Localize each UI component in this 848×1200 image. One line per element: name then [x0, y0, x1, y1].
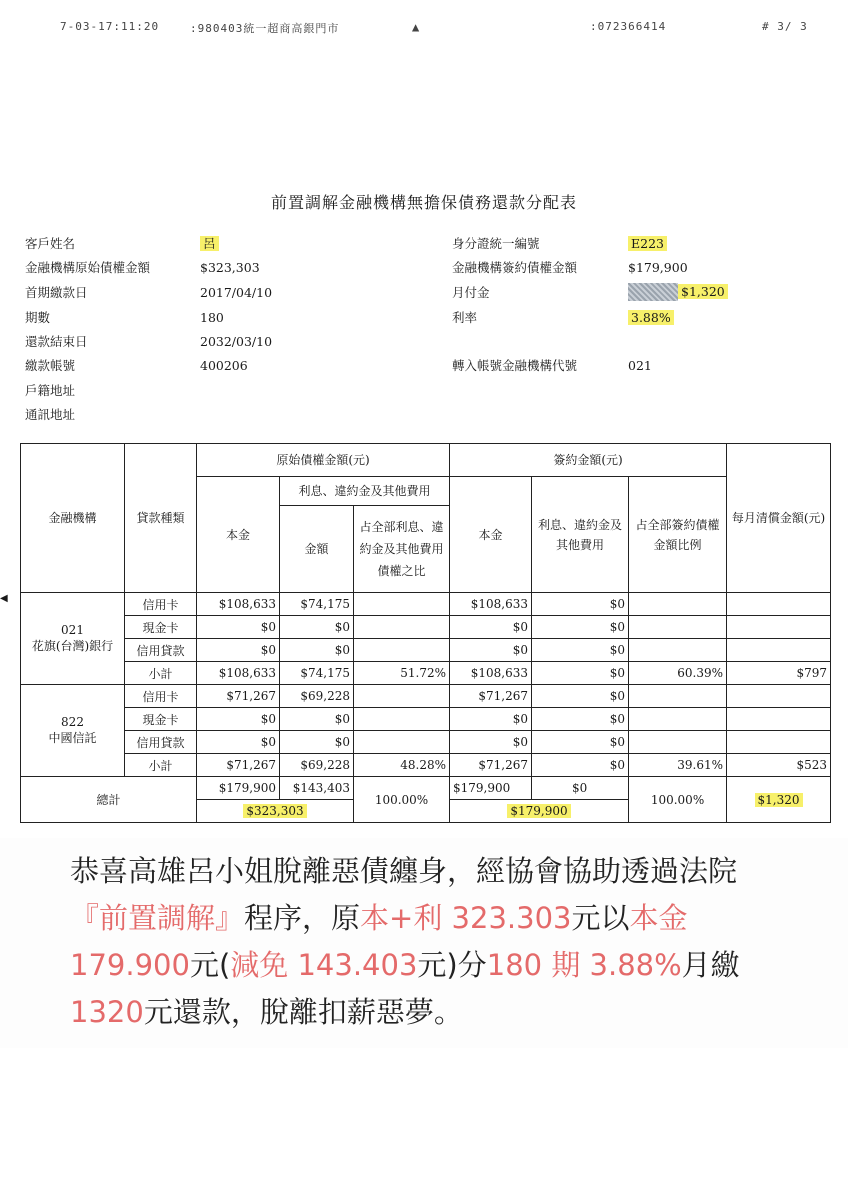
header-principal: 本金: [197, 477, 280, 593]
cell-i: $0: [280, 616, 354, 639]
header-original: 原始債權金額(元): [197, 444, 450, 477]
cell-p: $71,267: [197, 754, 280, 777]
header-ratio-original: 占全部利息、違約金及其他費用債權之比: [354, 506, 450, 593]
cell-i: $0: [280, 639, 354, 662]
cell-cr: [629, 639, 727, 662]
cell-ci: $0: [532, 731, 629, 754]
total-contract-ratio: 100.00%: [629, 777, 727, 823]
household-address-label: 戶籍地址: [25, 383, 76, 398]
end-date-label: 還款結束日: [25, 334, 88, 349]
total-label: 總計: [21, 777, 197, 823]
cell-i: $0: [280, 708, 354, 731]
cell-type: 現金卡: [125, 708, 197, 731]
mailing-address-label: 通訊地址: [25, 407, 76, 422]
fax-number: :072366414: [590, 20, 667, 33]
cell-r: [354, 708, 450, 731]
total-monthly: $1,320: [755, 793, 803, 807]
cell-cp: $0: [450, 731, 532, 754]
cell-i: $69,228: [280, 685, 354, 708]
total-interest: $143,403: [280, 777, 354, 800]
total-ratio: 100.00%: [354, 777, 450, 823]
cell-type: 信用貸款: [125, 639, 197, 662]
cell-r: [354, 639, 450, 662]
fax-timestamp: 7-03-17:11:20: [60, 20, 160, 33]
cell-i: $0: [280, 731, 354, 754]
cell-i: $74,175: [280, 662, 354, 685]
total-contract-principal: $179,900: [450, 777, 532, 800]
original-amount: $323,303: [200, 260, 260, 275]
cell-p: $0: [197, 639, 280, 662]
account-label: 繳款帳號: [25, 358, 76, 373]
cell-type: 信用卡: [125, 685, 197, 708]
cell-cp: $71,267: [450, 754, 532, 777]
cell-cr: [629, 708, 727, 731]
cell-p: $108,633: [197, 662, 280, 685]
header-loan-type: 貸款種類: [125, 444, 197, 593]
cell-r: [354, 731, 450, 754]
contract-amount: $179,900: [628, 260, 688, 275]
fax-page: # 3/ 3: [762, 20, 808, 33]
cell-cp: $108,633: [450, 662, 532, 685]
table-row: [21, 593, 831, 616]
cell-cr: [629, 731, 727, 754]
total-principal: $179,900: [197, 777, 280, 800]
cell-m: [727, 685, 831, 708]
cell-type: 小計: [125, 754, 197, 777]
cell-cp: $0: [450, 708, 532, 731]
first-payment-label: 首期繳款日: [25, 285, 88, 300]
cell-r: 48.28%: [354, 754, 450, 777]
cell-type: 信用貸款: [125, 731, 197, 754]
table-row: [21, 685, 831, 708]
end-date: 2032/03/10: [200, 334, 273, 349]
table-row: [21, 754, 831, 777]
cell-ci: $0: [532, 708, 629, 731]
cell-cp: $0: [450, 616, 532, 639]
cell-i: $74,175: [280, 593, 354, 616]
header-contract: 簽約金額(元): [450, 444, 727, 477]
original-amount-label: 金融機構原始債權金額: [25, 260, 151, 275]
cell-type: 信用卡: [125, 593, 197, 616]
cell-m: [727, 616, 831, 639]
cell-r: [354, 616, 450, 639]
cell-cp: $0: [450, 639, 532, 662]
cell-cr: [629, 593, 727, 616]
fax-sender: :980403統一超商高銀門市: [190, 22, 340, 35]
cell-p: $0: [197, 708, 280, 731]
bank-code: 021: [628, 358, 652, 373]
document-title: 前置調解金融機構無擔保債務還款分配表: [270, 193, 577, 212]
total-contract-interest: $0: [532, 777, 629, 800]
header-amount: 金額: [280, 506, 354, 593]
id-label: 身分證統一編號: [452, 236, 540, 251]
cell-r: [354, 685, 450, 708]
header-contract-interest: 利息、違約金及其他費用: [532, 477, 629, 593]
id-number: E223: [628, 236, 667, 251]
institution-cell: 021 花旗(台灣)銀行: [21, 593, 125, 685]
cell-r: 51.72%: [354, 662, 450, 685]
cell-m: [727, 731, 831, 754]
cell-m: [727, 639, 831, 662]
bank-code-label: 轉入帳號金融機構代號: [452, 358, 578, 373]
cell-cr: [629, 616, 727, 639]
allocation-table: [20, 443, 831, 823]
cell-ci: $0: [532, 616, 629, 639]
cell-p: $0: [197, 616, 280, 639]
customer-name-label: 客戶姓名: [25, 236, 76, 251]
header-contract-principal: 本金: [450, 477, 532, 593]
table-row: [21, 708, 831, 731]
redacted-block: [628, 283, 678, 301]
header-interest-group: 利息、違約金及其他費用: [280, 477, 450, 506]
cell-m: $797: [727, 662, 831, 685]
cell-p: $108,633: [197, 593, 280, 616]
cell-cp: $71,267: [450, 685, 532, 708]
contract-amount-label: 金融機構簽約債權金額: [452, 260, 578, 275]
left-arrow-icon: ◀: [0, 593, 8, 604]
cell-ci: $0: [532, 662, 629, 685]
monthly-amount: $1,320: [678, 284, 728, 299]
table-row: [21, 639, 831, 662]
header-institution: 金融機構: [21, 444, 125, 593]
table-row: [21, 662, 831, 685]
total-original-sum: $323,303: [243, 804, 306, 818]
total-contract-sum: $179,900: [507, 804, 570, 818]
cell-type: 小計: [125, 662, 197, 685]
cell-r: [354, 593, 450, 616]
cell-ci: $0: [532, 639, 629, 662]
rate-label: 利率: [452, 310, 478, 325]
cell-cr: 39.61%: [629, 754, 727, 777]
cell-ci: $0: [532, 685, 629, 708]
institution-cell: 822 中國信託: [21, 685, 125, 777]
cell-cr: [629, 685, 727, 708]
notice-overlay: [0, 838, 848, 1048]
monthly-label: 月付金: [452, 285, 490, 300]
customer-name: 呂: [200, 236, 219, 251]
cell-m: $523: [727, 754, 831, 777]
cell-m: [727, 593, 831, 616]
cell-m: [727, 708, 831, 731]
header-contract-ratio: 占全部簽約債權金額比例: [629, 477, 727, 593]
header-monthly: 每月清償金額(元): [727, 444, 831, 593]
table-row: [21, 616, 831, 639]
rate: 3.88%: [628, 310, 674, 325]
periods: 180: [200, 310, 224, 325]
table-row: [21, 731, 831, 754]
fax-arrow: ▲: [412, 20, 421, 34]
cell-p: $71,267: [197, 685, 280, 708]
cell-i: $69,228: [280, 754, 354, 777]
cell-cp: $108,633: [450, 593, 532, 616]
cell-ci: $0: [532, 593, 629, 616]
account: 400206: [200, 358, 248, 373]
cell-type: 現金卡: [125, 616, 197, 639]
cell-cr: 60.39%: [629, 662, 727, 685]
cell-p: $0: [197, 731, 280, 754]
first-payment: 2017/04/10: [200, 285, 273, 300]
cell-ci: $0: [532, 754, 629, 777]
periods-label: 期數: [25, 310, 51, 325]
notice-text: 恭喜高雄呂小姐脫離惡債纏身，經協會協助透過法院『前置調解』程序，原本+利 323.303元以本金 179.900元(減免 143.403元)分180 期 3.88%月繳1320元還款，脫離扣薪惡夢。: [70, 854, 740, 1029]
